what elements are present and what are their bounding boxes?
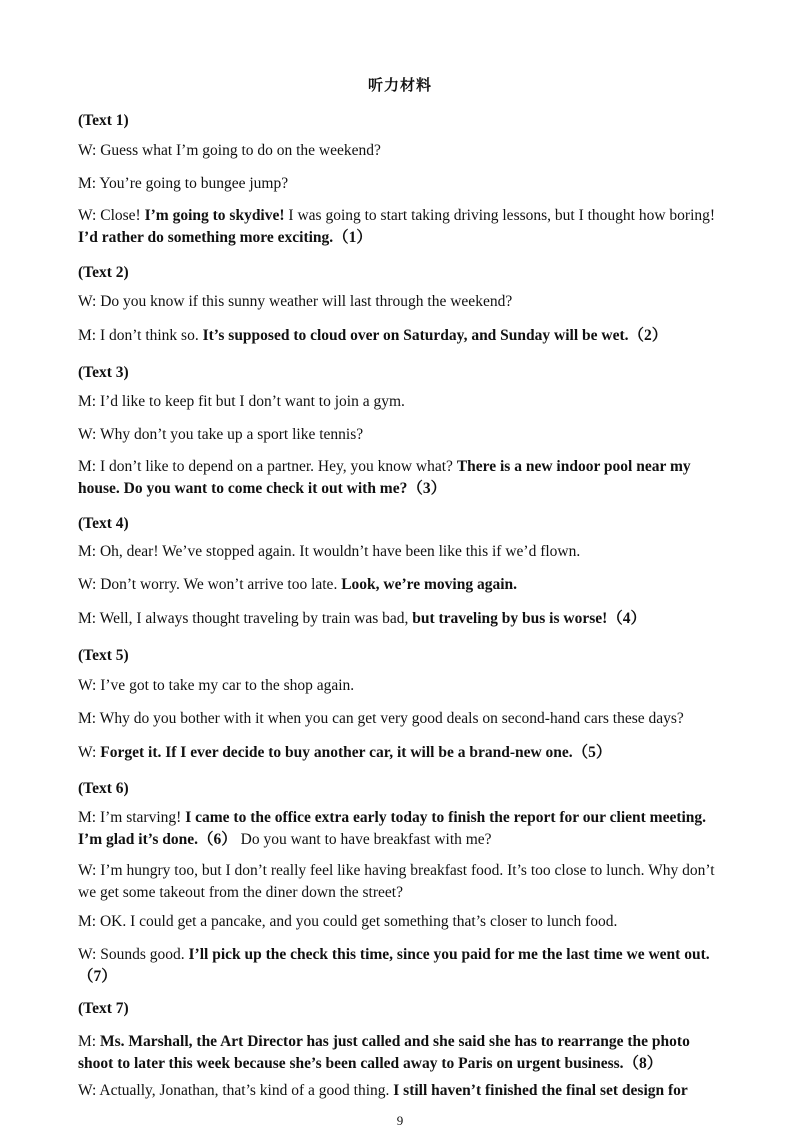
dialogue-text: W: Sounds good. bbox=[78, 946, 189, 963]
key-answer-text: Forget it. If I ever decide to buy another car, it will be a brand-new one.（5） bbox=[100, 744, 612, 761]
dialogue-line bbox=[78, 541, 728, 563]
dialogue-line bbox=[78, 325, 728, 347]
key-answer-text: (Text 7) bbox=[78, 1000, 129, 1017]
dialogue-text: M: OK. I could get a pancake, and you could get something that’s closer to lunch food. bbox=[78, 913, 618, 930]
key-answer-text: There is a new indoor pool near my house. Do you want to come check it out with me?（3） bbox=[78, 458, 691, 497]
dialogue-text: W: Actually, Jonathan, that’s kind of a good thing. bbox=[78, 1082, 394, 1099]
dialogue-text: M: Well, I always thought traveling by train was bad, bbox=[78, 610, 413, 627]
dialogue-text: M: I don’t think so. bbox=[78, 327, 203, 344]
dialogue-text: M: bbox=[78, 1033, 100, 1050]
key-answer-text: (Text 4) bbox=[78, 515, 129, 532]
dialogue-line bbox=[78, 675, 728, 697]
page-title: 听力材料 bbox=[367, 76, 432, 94]
key-answer-text: Ms. Marshall, the Art Director has just called and she said she has to rearrange the photo shoot to later this week because she’s been called away to Paris on urgent business.（8） bbox=[78, 1033, 690, 1072]
dialogue-text: W: Don’t worry. We won’t arrive too late. bbox=[78, 576, 342, 593]
dialogue-line bbox=[78, 424, 728, 446]
dialogue-line bbox=[78, 944, 728, 988]
key-answer-text: but traveling by bus is worse!（4） bbox=[412, 610, 647, 627]
dialogue-text: W: I’ve got to take my car to the shop again. bbox=[78, 677, 355, 694]
key-answer-text: I’d rather do something more exciting.（1） bbox=[78, 229, 372, 246]
dialogue-text: M: Why do you bother with it when you can get very good deals on second-hand cars these days? bbox=[78, 710, 684, 727]
dialogue-text: I was going to start taking driving lessons, but I thought how boring! bbox=[284, 207, 716, 224]
key-answer-text: I’m going to skydive! bbox=[144, 207, 285, 224]
dialogue-text: W: bbox=[78, 744, 101, 761]
key-answer-text: (Text 6) bbox=[78, 780, 129, 797]
dialogue-text: M: You’re going to bungee jump? bbox=[78, 175, 289, 192]
section-heading bbox=[78, 778, 728, 800]
key-answer-text: I’ll pick up the check this time, since you paid for me the last time we went out.（7） bbox=[78, 946, 710, 985]
key-answer-text: It’s supposed to cloud over on Saturday, and Sunday will be wet.（2） bbox=[202, 327, 668, 344]
dialogue-text: M: Oh, dear! We’ve stopped again. It wouldn’t have been like this if we’d flown. bbox=[78, 543, 581, 560]
dialogue-line bbox=[78, 140, 728, 162]
dialogue-line bbox=[78, 291, 728, 313]
dialogue-line bbox=[78, 574, 728, 596]
dialogue-text: M: I’m starving! bbox=[78, 809, 186, 826]
key-answer-text: (Text 3) bbox=[78, 364, 129, 381]
dialogue-text: Do you want to have breakfast with me? bbox=[236, 831, 492, 848]
dialogue-text: W: Close! bbox=[78, 207, 145, 224]
key-answer-text: (Text 5) bbox=[78, 647, 129, 664]
page-number: 9 bbox=[396, 1113, 404, 1128]
dialogue-line bbox=[78, 708, 728, 730]
section-heading bbox=[78, 262, 728, 284]
dialogue-text: W: Do you know if this sunny weather will last through the weekend? bbox=[78, 293, 513, 310]
dialogue-line bbox=[78, 1031, 728, 1075]
dialogue-text: M: I’d like to keep fit but I don’t want to join a gym. bbox=[78, 393, 405, 410]
section-heading bbox=[78, 998, 728, 1020]
key-answer-text: I came to the office extra early today to finish the report for our client meeting. I’m glad it’s done.（6） bbox=[78, 809, 707, 848]
key-answer-text: (Text 1) bbox=[78, 112, 129, 129]
key-answer-text: I still haven’t finished the final set design for bbox=[393, 1082, 688, 1099]
dialogue-line bbox=[78, 608, 728, 630]
dialogue-line bbox=[78, 860, 728, 904]
dialogue-line bbox=[78, 742, 728, 764]
section-heading bbox=[78, 362, 728, 384]
dialogue-text: W: I’m hungry too, but I don’t really feel like having breakfast food. It’s too close to lunch. Why don’t we get some takeout from the diner down the street? bbox=[78, 862, 715, 901]
section-heading bbox=[78, 513, 728, 535]
section-heading bbox=[78, 645, 728, 667]
dialogue-line bbox=[78, 911, 728, 933]
dialogue-line bbox=[78, 807, 728, 851]
dialogue-text: W: Why don’t you take up a sport like tennis? bbox=[78, 426, 364, 443]
dialogue-line bbox=[78, 173, 728, 195]
dialogue-line bbox=[78, 1080, 728, 1102]
dialogue-line bbox=[78, 205, 728, 249]
key-answer-text: (Text 2) bbox=[78, 264, 129, 281]
dialogue-line bbox=[78, 456, 728, 500]
dialogue-text: M: I don’t like to depend on a partner. Hey, you know what? bbox=[78, 458, 457, 475]
dialogue-line bbox=[78, 391, 728, 413]
key-answer-text: Look, we’re moving again. bbox=[341, 576, 518, 593]
dialogue-text: W: Guess what I’m going to do on the weekend? bbox=[78, 142, 381, 159]
section-heading bbox=[78, 110, 728, 132]
